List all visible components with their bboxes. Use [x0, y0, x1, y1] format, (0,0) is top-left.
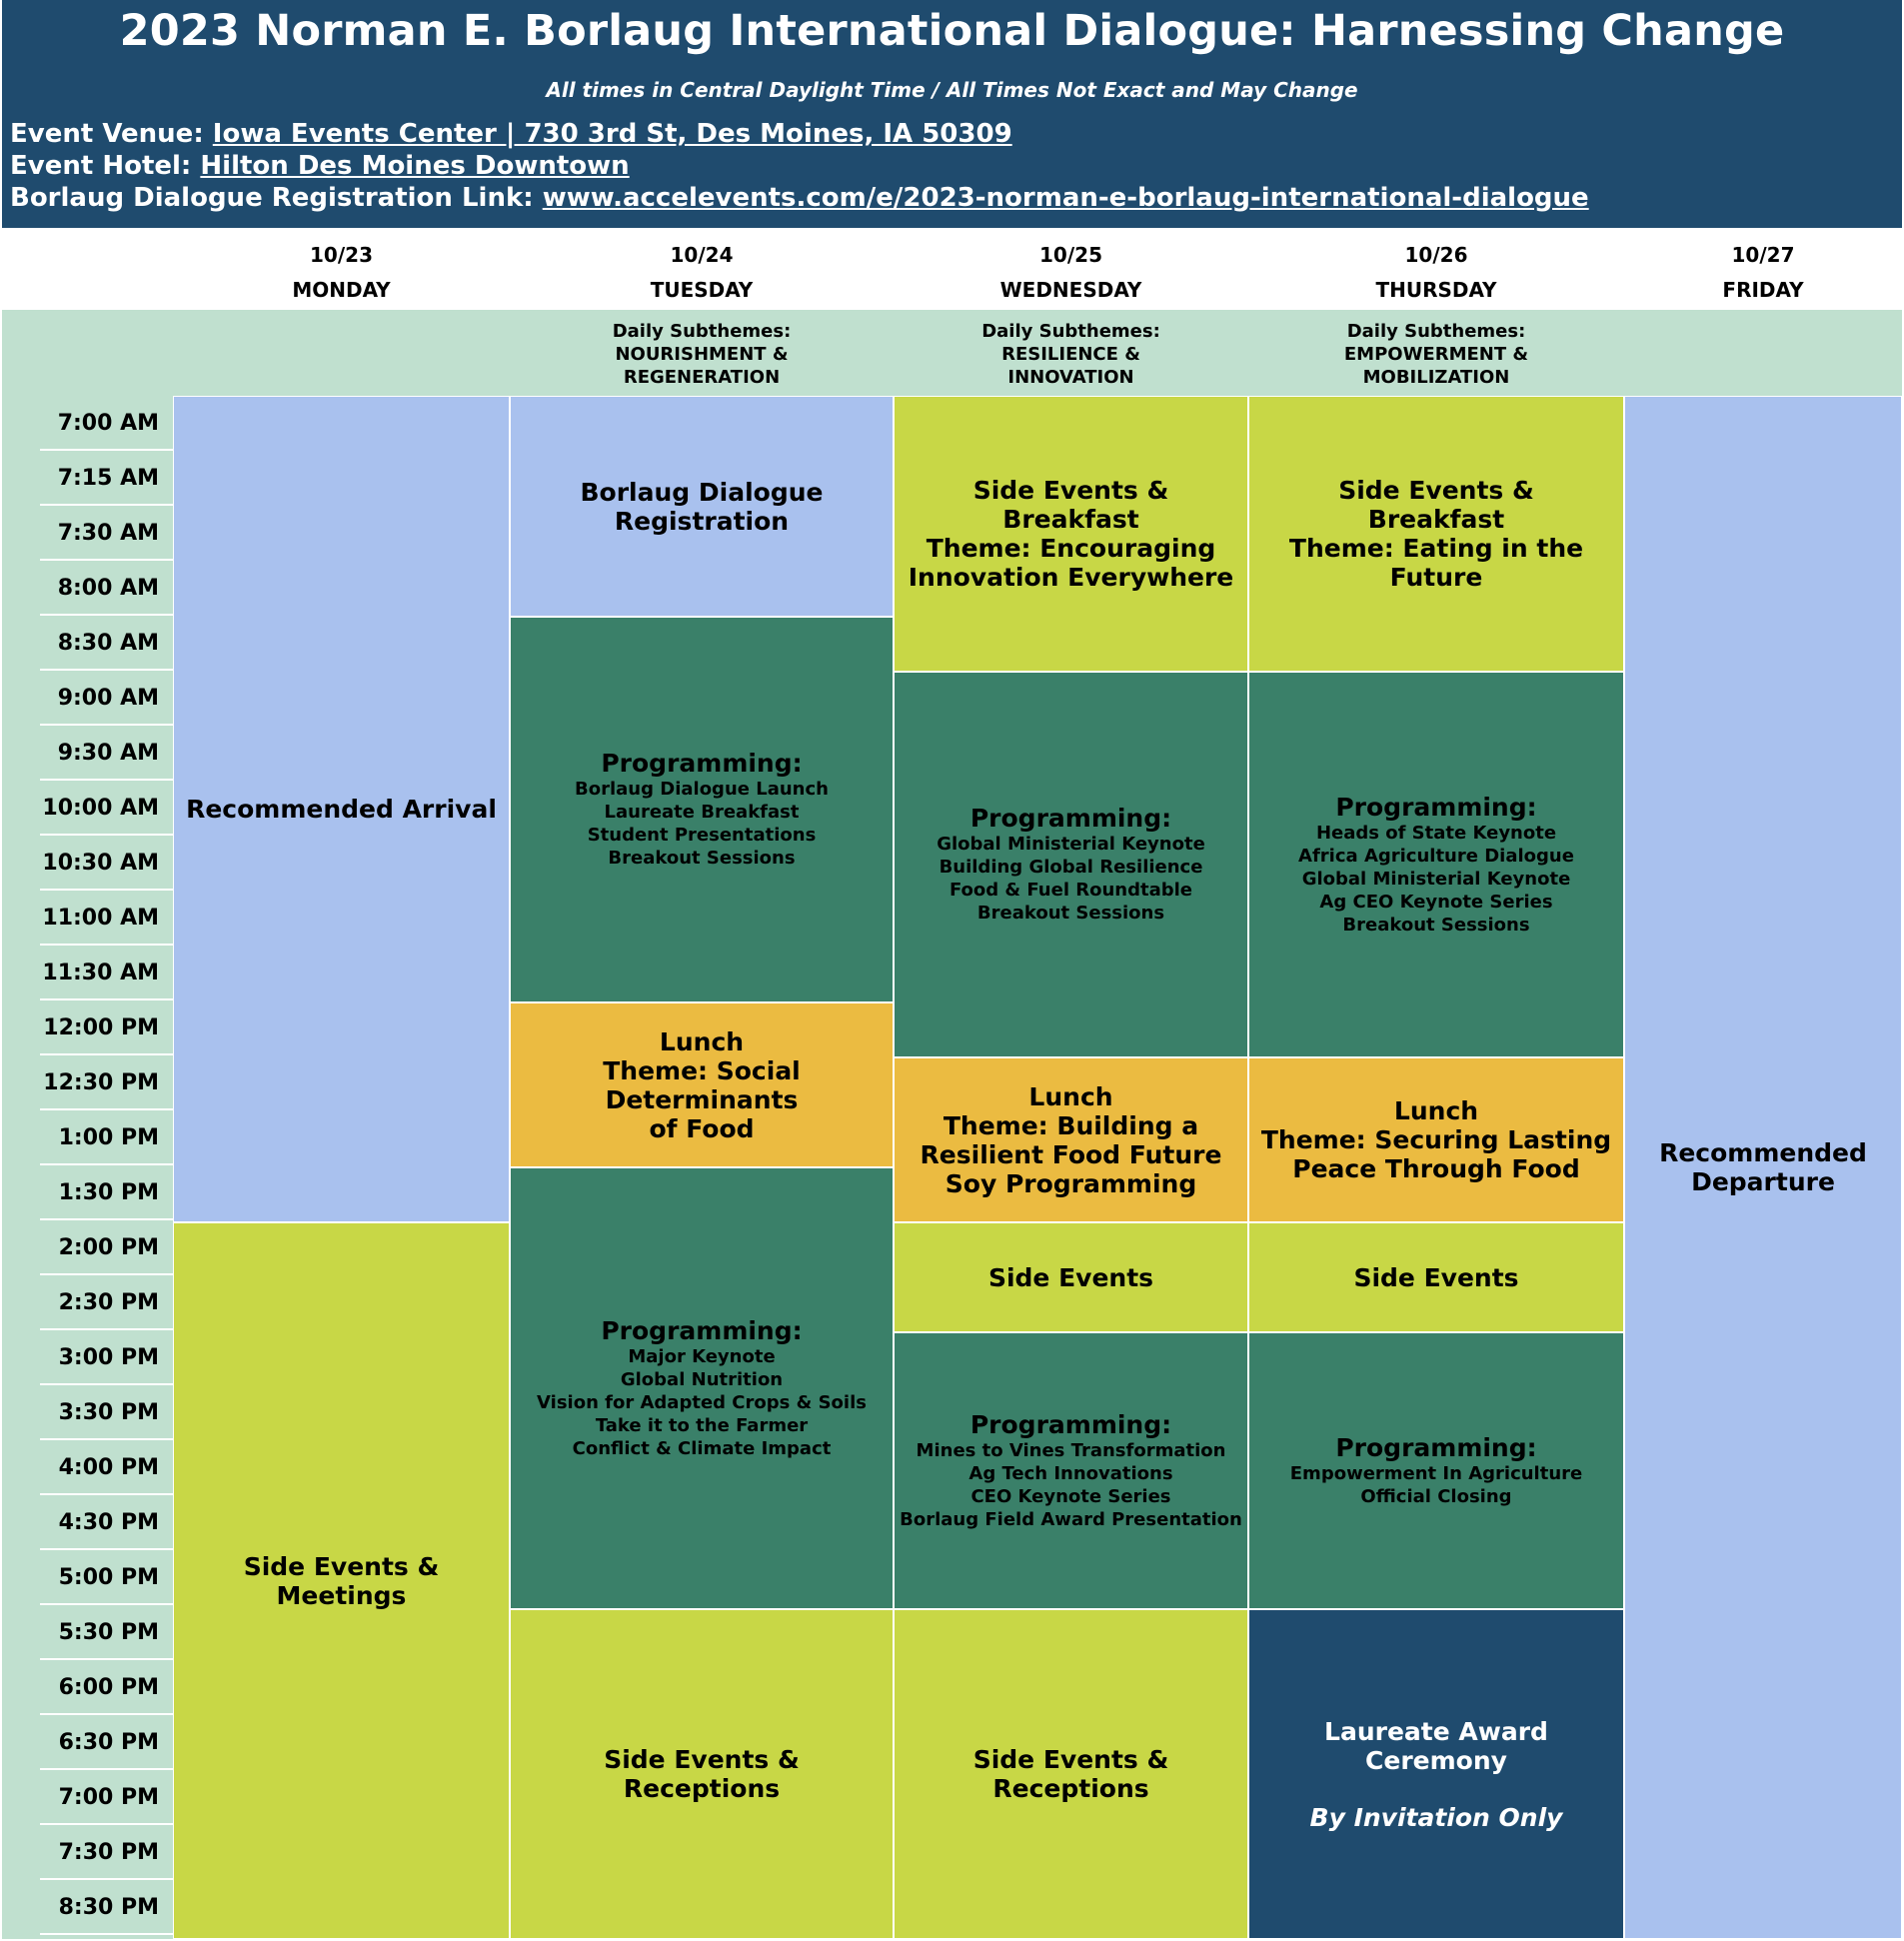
time-slot: 6:00 PM	[40, 1660, 173, 1715]
day-date: 10/26	[1404, 243, 1468, 267]
subtheme-line: EMPOWERMENT &	[1343, 344, 1529, 365]
program-item: Ag CEO Keynote Series	[1319, 891, 1553, 913]
monday-arrival-block	[173, 396, 510, 1222]
time-slot: 10:00 AM	[40, 781, 173, 836]
subtheme-tuesday	[510, 320, 894, 389]
venue-line	[10, 119, 1012, 149]
time-slot: 8:00 AM	[40, 561, 173, 616]
time-slot: 3:30 PM	[40, 1385, 173, 1440]
block-title: Programming:	[969, 804, 1172, 833]
program-item: Major Keynote	[628, 1345, 776, 1367]
block-label: Theme: Building a	[943, 1110, 1199, 1140]
block-label: Departure	[1691, 1167, 1835, 1196]
program-item: Global Ministerial Keynote	[1301, 868, 1571, 890]
block-label: Side Events	[1353, 1262, 1519, 1292]
program-item: Conflict & Climate Impact	[572, 1437, 832, 1459]
block-label: Theme: Social Determinants	[603, 1055, 801, 1114]
thursday-breakfast-block	[1248, 396, 1624, 672]
thursday-ceremony-block	[1248, 1609, 1624, 1939]
program-item: Mines to Vines Transformation	[916, 1439, 1226, 1461]
time-slot: 7:00 PM	[40, 1770, 173, 1825]
program-item: Heads of State Keynote	[1315, 822, 1557, 844]
venue-label: Event Venue:	[10, 119, 213, 149]
subtheme-label: Daily Subthemes:	[981, 321, 1160, 342]
time-slot: 7:30 AM	[40, 506, 173, 561]
subtheme-line: NOURISHMENT &	[615, 344, 789, 365]
time-slot: 12:30 PM	[40, 1055, 173, 1110]
subtheme-label: Daily Subthemes:	[612, 321, 792, 342]
block-label: Breakfast	[1002, 505, 1139, 534]
monday-side-events-block	[173, 1222, 510, 1939]
time-slot: 10:30 AM	[40, 836, 173, 891]
subtheme-line: RESILIENCE &	[1001, 344, 1140, 365]
time-slot: 7:30 PM	[40, 1825, 173, 1880]
program-item: Official Closing	[1360, 1485, 1512, 1507]
time-slot: 8:30 AM	[40, 616, 173, 671]
block-label: Resilient Food Future	[920, 1139, 1222, 1169]
day-weekday: FRIDAY	[1722, 278, 1804, 302]
time-slot: 5:30 PM	[40, 1605, 173, 1660]
registration-label: Borlaug Dialogue Registration Link:	[10, 183, 543, 213]
block-label: Innovation Everywhere	[908, 563, 1234, 592]
subtheme-line: REGENERATION	[623, 367, 781, 388]
time-slot: 4:30 PM	[40, 1495, 173, 1550]
block-label: Side Events & Receptions	[972, 1745, 1169, 1803]
day-header-monday	[173, 238, 510, 308]
time-slot: 2:30 PM	[40, 1275, 173, 1330]
wednesday-programming-afternoon-block	[894, 1332, 1248, 1609]
program-item: Borlaug Field Award Presentation	[900, 1508, 1242, 1530]
tuesday-evening-block	[510, 1609, 894, 1939]
day-header-row	[0, 228, 1904, 310]
tuesday-programming-morning-block	[510, 617, 894, 1002]
wednesday-programming-morning-block	[894, 672, 1248, 1057]
page-title: 2023 Norman E. Borlaug International Dialogue: Harnessing Change	[119, 6, 1785, 56]
subtheme-thursday	[1248, 320, 1624, 389]
program-item: Breakout Sessions	[1342, 914, 1530, 936]
wednesday-lunch-block	[894, 1057, 1248, 1222]
header-banner	[2, 0, 1902, 228]
time-slot: 9:30 AM	[40, 726, 173, 781]
subtheme-line: MOBILIZATION	[1362, 367, 1510, 388]
hotel-label: Event Hotel:	[10, 151, 201, 181]
day-header-tuesday	[510, 238, 894, 308]
block-label: Side Events &	[604, 1745, 800, 1774]
wednesday-evening-block	[894, 1609, 1248, 1939]
thursday-side-events-block	[1248, 1222, 1624, 1332]
block-note: By Invitation Only	[1309, 1802, 1563, 1832]
time-slot: 4:00 PM	[40, 1440, 173, 1495]
block-label: Lunch	[659, 1026, 745, 1056]
block-label: Lunch	[1393, 1096, 1479, 1125]
day-date: 10/27	[1731, 243, 1795, 267]
block-label: Side Events &	[1338, 476, 1534, 505]
tuesday-registration-block	[510, 396, 894, 617]
program-item: CEO Keynote Series	[970, 1485, 1171, 1507]
block-label: Breakfast	[1367, 505, 1505, 534]
program-item: Building Global Resilience	[939, 857, 1203, 878]
block-label: Registration	[614, 506, 790, 536]
block-label: Theme: Encouraging	[926, 534, 1216, 563]
block-label: Recommended Arrival	[186, 795, 497, 824]
block-title: Programming:	[969, 1409, 1172, 1439]
block-title: Programming:	[601, 1315, 803, 1345]
day-weekday: THURSDAY	[1375, 278, 1497, 302]
day-header-friday	[1624, 238, 1902, 308]
registration-link[interactable]: www.accelevents.com/e/2023-norman-e-borlaug-international-dialogue	[542, 183, 1589, 213]
program-item: Laureate Breakfast	[604, 802, 800, 823]
block-label: Laureate Award Ceremony	[1324, 1716, 1548, 1775]
program-item: Global Nutrition	[620, 1368, 784, 1390]
time-slot: 3:00 PM	[40, 1330, 173, 1385]
program-item: Ag Tech Innovations	[968, 1462, 1173, 1484]
subtheme-line: INNOVATION	[1007, 367, 1134, 388]
time-slot: 6:30 PM	[40, 1715, 173, 1770]
time-slot: 1:00 PM	[40, 1110, 173, 1165]
program-item: Student Presentations	[587, 825, 817, 846]
block-label: Theme: Securing Lasting	[1260, 1125, 1612, 1154]
block-label: Borlaug Dialogue	[580, 477, 824, 507]
program-item: Vision for Adapted Crops & Soils	[537, 1391, 867, 1413]
block-label: Side Events &	[972, 476, 1169, 505]
time-slot: 7:15 AM	[40, 451, 173, 506]
day-weekday: MONDAY	[292, 278, 391, 302]
time-column	[2, 396, 173, 1939]
block-label: Peace Through Food	[1292, 1154, 1580, 1183]
program-item: Food & Fuel Roundtable	[949, 880, 1193, 901]
thursday-programming-morning-block	[1248, 672, 1624, 1057]
page-subtitle: All times in Central Daylight Time / All Times Not Exact and May Change	[546, 78, 1358, 102]
time-slot: 9:00 AM	[40, 671, 173, 726]
day-date: 10/25	[1039, 243, 1102, 267]
thursday-lunch-block	[1248, 1057, 1624, 1222]
block-label: Side Events	[987, 1262, 1154, 1292]
hotel-link[interactable]: Hilton Des Moines Downtown	[200, 151, 630, 181]
subtheme-wednesday	[894, 320, 1248, 389]
program-item: Empowerment In Agriculture	[1289, 1462, 1583, 1484]
block-label: Lunch	[1028, 1081, 1113, 1111]
block-label: of Food	[649, 1113, 755, 1143]
block-title: Programming:	[1335, 1432, 1537, 1462]
day-header-wednesday	[894, 238, 1248, 308]
program-item: Breakout Sessions	[976, 903, 1165, 924]
wednesday-breakfast-block	[894, 396, 1248, 672]
friday-departure-block	[1624, 396, 1902, 1939]
time-slot: 1:30 PM	[40, 1165, 173, 1220]
program-item: Take it to the Farmer	[595, 1414, 809, 1436]
subtheme-row	[2, 310, 1902, 396]
tuesday-lunch-block	[510, 1002, 894, 1167]
program-item: Breakout Sessions	[608, 848, 796, 869]
day-weekday: WEDNESDAY	[999, 278, 1142, 302]
day-date: 10/24	[670, 243, 734, 267]
program-item: Africa Agriculture Dialogue	[1298, 845, 1574, 867]
time-slot: 11:30 AM	[40, 946, 173, 1000]
wednesday-side-events-block	[894, 1222, 1248, 1332]
thursday-programming-afternoon-block	[1248, 1332, 1624, 1609]
program-item: Global Ministerial Keynote	[937, 834, 1205, 855]
day-date: 10/23	[310, 243, 373, 267]
registration-line	[10, 183, 1589, 213]
hotel-line	[10, 151, 630, 181]
day-header-thursday	[1248, 238, 1624, 308]
venue-link[interactable]: Iowa Events Center | 730 3rd St, Des Moines, IA 50309	[212, 119, 1012, 149]
time-slot: 12:00 PM	[40, 1000, 173, 1055]
time-slot: 5:00 PM	[40, 1550, 173, 1605]
block-label: Recommended	[1659, 1138, 1867, 1167]
time-slot: 2:00 PM	[40, 1220, 173, 1275]
subtheme-label: Daily Subthemes:	[1346, 321, 1526, 342]
block-label: Theme: Eating in the Future	[1288, 534, 1584, 592]
tuesday-programming-afternoon-block	[510, 1167, 894, 1609]
time-slot: 8:30 PM	[40, 1880, 173, 1935]
program-item: Borlaug Dialogue Launch	[575, 779, 829, 800]
block-label: Meetings	[276, 1580, 407, 1610]
block-title: Programming:	[1335, 792, 1537, 822]
block-label: Receptions	[623, 1774, 781, 1803]
block-label: Soy Programming	[945, 1168, 1197, 1198]
time-slot: 7:00 AM	[40, 396, 173, 451]
block-label: Side Events &	[243, 1551, 440, 1581]
day-weekday: TUESDAY	[650, 278, 754, 302]
time-slot: 11:00 AM	[40, 891, 173, 946]
block-title: Programming:	[601, 749, 803, 778]
